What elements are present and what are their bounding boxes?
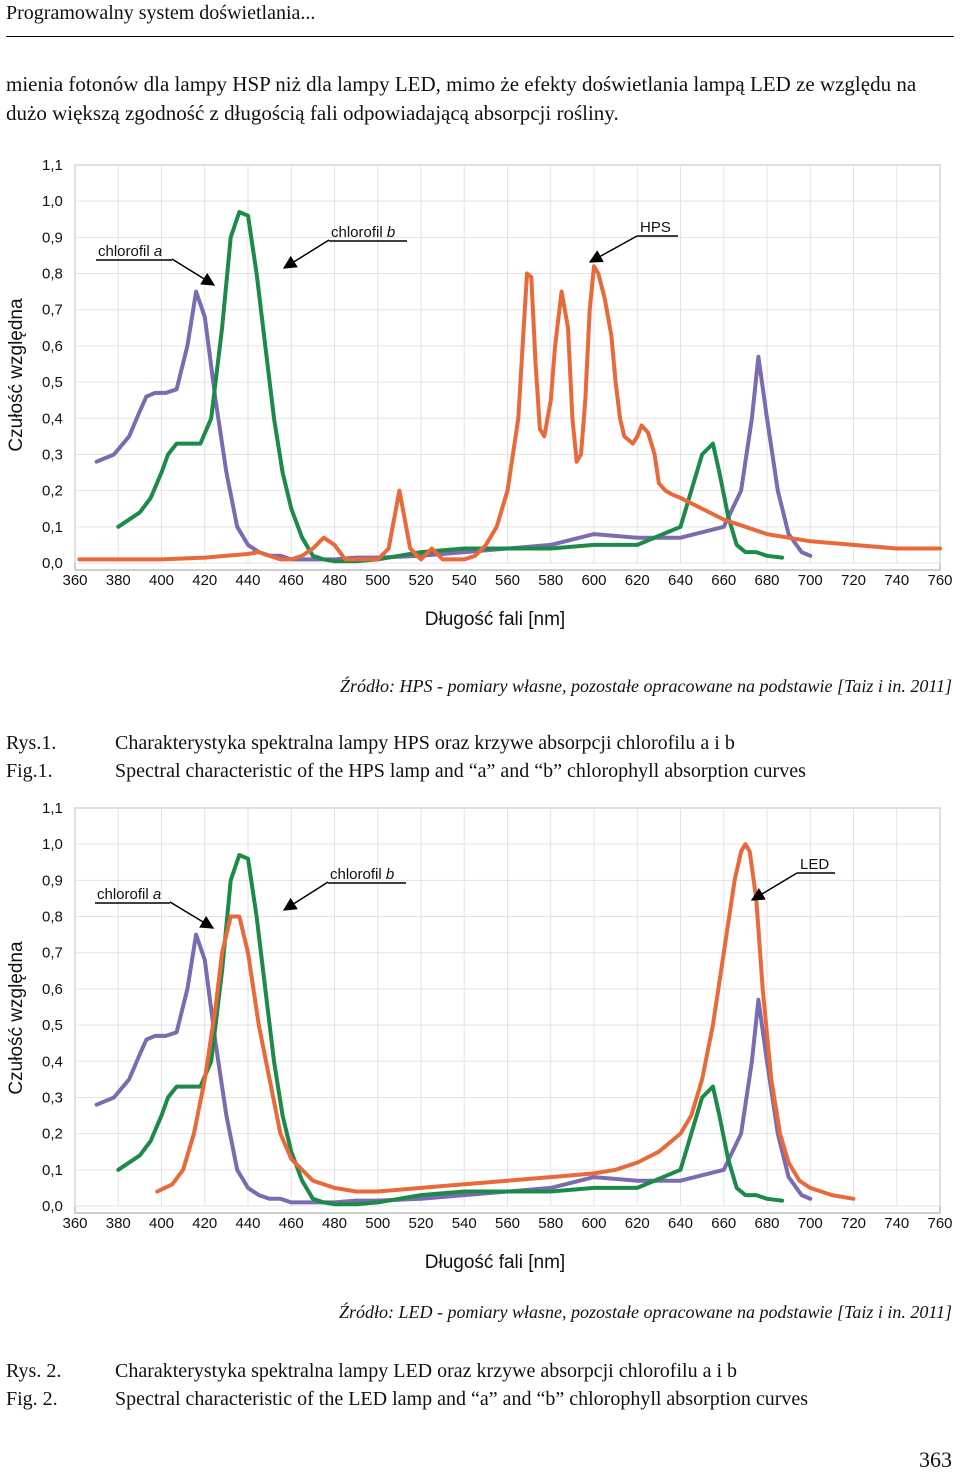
x-tick-label: 720 bbox=[840, 1215, 867, 1232]
x-tick-label: 600 bbox=[581, 1215, 607, 1232]
annotation-emphasis: b bbox=[385, 866, 395, 883]
x-tick-label: 400 bbox=[148, 1215, 175, 1232]
y-tick-label: 0,4 bbox=[42, 1053, 63, 1071]
x-tick-label: 540 bbox=[451, 572, 477, 589]
annotation-text: LED bbox=[800, 856, 830, 873]
annotation-emphasis: a bbox=[153, 243, 163, 260]
x-tick-label: 440 bbox=[235, 572, 261, 589]
x-tick-label: 380 bbox=[105, 1215, 131, 1232]
y-tick-label: 1,1 bbox=[42, 800, 63, 817]
y-tick-label: 0,8 bbox=[42, 908, 63, 926]
y-tick-label: 0,4 bbox=[42, 410, 63, 428]
figure-1-caption-en-label: Fig.1. bbox=[6, 760, 53, 782]
y-tick-label: 0,9 bbox=[42, 229, 63, 247]
x-tick-label: 760 bbox=[927, 572, 953, 589]
running-title: Programowalny system doświetlania... bbox=[6, 2, 316, 24]
x-tick-label: 640 bbox=[667, 572, 694, 589]
y-tick-label: 0,0 bbox=[42, 555, 63, 572]
y-tick-label: 1,1 bbox=[42, 157, 63, 174]
x-tick-label: 760 bbox=[927, 1215, 953, 1232]
annotation-text: chlorofil bbox=[98, 243, 154, 260]
x-tick-label: 520 bbox=[408, 572, 434, 589]
x-tick-label: 420 bbox=[192, 572, 218, 589]
x-tick-label: 600 bbox=[581, 572, 607, 589]
x-tick-label: 460 bbox=[278, 1215, 304, 1232]
x-tick-label: 460 bbox=[278, 572, 304, 589]
y-tick-label: 0,1 bbox=[42, 1161, 63, 1179]
x-tick-label: 640 bbox=[667, 1215, 694, 1232]
y-tick-label: 0,0 bbox=[42, 1198, 63, 1215]
x-tick-label: 480 bbox=[321, 572, 348, 589]
x-axis-title: Długość fali [nm] bbox=[424, 609, 566, 630]
x-tick-label: 740 bbox=[884, 1215, 910, 1232]
y-tick-label: 0,3 bbox=[42, 446, 63, 464]
annotation-label bbox=[640, 219, 671, 236]
figure-2-source: Źródło: LED - pomiary własne, pozostałe opracowane na podstawie [Taiz i in. 2011] bbox=[338, 1302, 952, 1322]
figure-1-caption-en: Spectral characteristic of the HPS lamp and “a” and “b” chlorophyll absorption curves bbox=[115, 760, 806, 782]
y-axis-title: Czułość względna bbox=[6, 941, 27, 1095]
x-tick-label: 620 bbox=[624, 1215, 650, 1232]
x-tick-label: 380 bbox=[105, 572, 131, 589]
x-tick-label: 360 bbox=[62, 1215, 88, 1232]
x-tick-label: 400 bbox=[148, 572, 175, 589]
x-tick-label: 680 bbox=[754, 1215, 780, 1232]
x-tick-label: 560 bbox=[494, 572, 521, 589]
y-tick-label: 0,5 bbox=[42, 1017, 63, 1035]
x-tick-label: 520 bbox=[408, 1215, 434, 1232]
y-tick-label: 0,5 bbox=[42, 374, 63, 392]
y-tick-label: 0,9 bbox=[42, 872, 63, 890]
y-tick-label: 0,8 bbox=[42, 265, 63, 283]
annotation-label bbox=[800, 856, 829, 873]
figure-2-caption-en: Spectral characteristic of the LED lamp and “a” and “b” chlorophyll absorption curves bbox=[115, 1388, 809, 1410]
x-tick-label: 480 bbox=[321, 1215, 348, 1232]
y-tick-label: 0,2 bbox=[42, 1125, 63, 1143]
annotation-label bbox=[97, 886, 161, 903]
figure-1-source: Źródło: HPS - pomiary własne, pozostałe opracowane na podstawie [Taiz i in. 2011] bbox=[339, 676, 952, 696]
y-axis-title: Czułość względna bbox=[6, 298, 27, 452]
y-tick-label: 0,6 bbox=[42, 980, 63, 998]
figure-2-caption-pl: Charakterystyka spektralna lampy LED oraz krzywe absorpcji chlorofilu a i b bbox=[115, 1360, 738, 1382]
x-tick-label: 620 bbox=[624, 572, 650, 589]
x-tick-label: 540 bbox=[451, 1215, 477, 1232]
figure-1-caption-pl-label: Rys.1. bbox=[6, 732, 57, 754]
y-tick-label: 1,0 bbox=[42, 193, 63, 211]
y-tick-label: 0,3 bbox=[42, 1089, 63, 1107]
y-tick-label: 0,1 bbox=[42, 518, 63, 536]
intro-paragraph: mienia fotonów dla lampy HSP niż dla lampy LED, mimo że efekty doświetlania lampą LED ze względu na dużo większą zgodność z długością fali odpowiadającą absorpcji rośliny. bbox=[6, 72, 917, 125]
x-tick-label: 580 bbox=[538, 572, 564, 589]
annotation-emphasis: a bbox=[152, 886, 162, 903]
annotation-text: HPS bbox=[640, 219, 671, 236]
x-tick-label: 660 bbox=[711, 572, 737, 589]
figure-2-chart bbox=[0, 793, 960, 1273]
x-tick-label: 740 bbox=[884, 572, 910, 589]
x-tick-label: 720 bbox=[840, 572, 867, 589]
x-tick-label: 660 bbox=[711, 1215, 737, 1232]
y-tick-label: 1,0 bbox=[42, 836, 63, 854]
x-tick-label: 500 bbox=[365, 572, 391, 589]
annotation-label bbox=[98, 243, 162, 260]
x-tick-label: 700 bbox=[797, 1215, 823, 1232]
annotation-label bbox=[331, 224, 395, 241]
y-tick-label: 0,2 bbox=[42, 482, 63, 500]
y-tick-label: 0,6 bbox=[42, 337, 63, 355]
annotation-text: chlorofil bbox=[331, 224, 387, 241]
figure-2-caption-pl-label: Rys. 2. bbox=[6, 1360, 62, 1382]
page-number: 363 bbox=[919, 1447, 952, 1472]
annotation-text: chlorofil bbox=[330, 866, 386, 883]
figure-1-chart bbox=[0, 150, 960, 630]
x-tick-label: 560 bbox=[494, 1215, 521, 1232]
x-tick-label: 700 bbox=[797, 572, 823, 589]
figure-1-caption-pl: Charakterystyka spektralna lampy HPS oraz krzywe absorpcji chlorofilu a i b bbox=[115, 732, 735, 754]
x-tick-label: 500 bbox=[365, 1215, 391, 1232]
x-axis-title: Długość fali [nm] bbox=[424, 1252, 566, 1273]
figure-2-caption-en-label: Fig. 2. bbox=[6, 1388, 58, 1410]
annotation-text: chlorofil bbox=[97, 886, 153, 903]
header-rule bbox=[6, 36, 954, 37]
y-tick-label: 0,7 bbox=[42, 944, 63, 962]
annotation-emphasis: b bbox=[386, 224, 396, 241]
x-tick-label: 420 bbox=[192, 1215, 218, 1232]
x-tick-label: 680 bbox=[754, 572, 780, 589]
x-tick-label: 440 bbox=[235, 1215, 261, 1232]
x-tick-label: 580 bbox=[538, 1215, 564, 1232]
y-tick-label: 0,7 bbox=[42, 301, 63, 319]
x-tick-label: 360 bbox=[62, 572, 88, 589]
annotation-label bbox=[330, 866, 394, 883]
